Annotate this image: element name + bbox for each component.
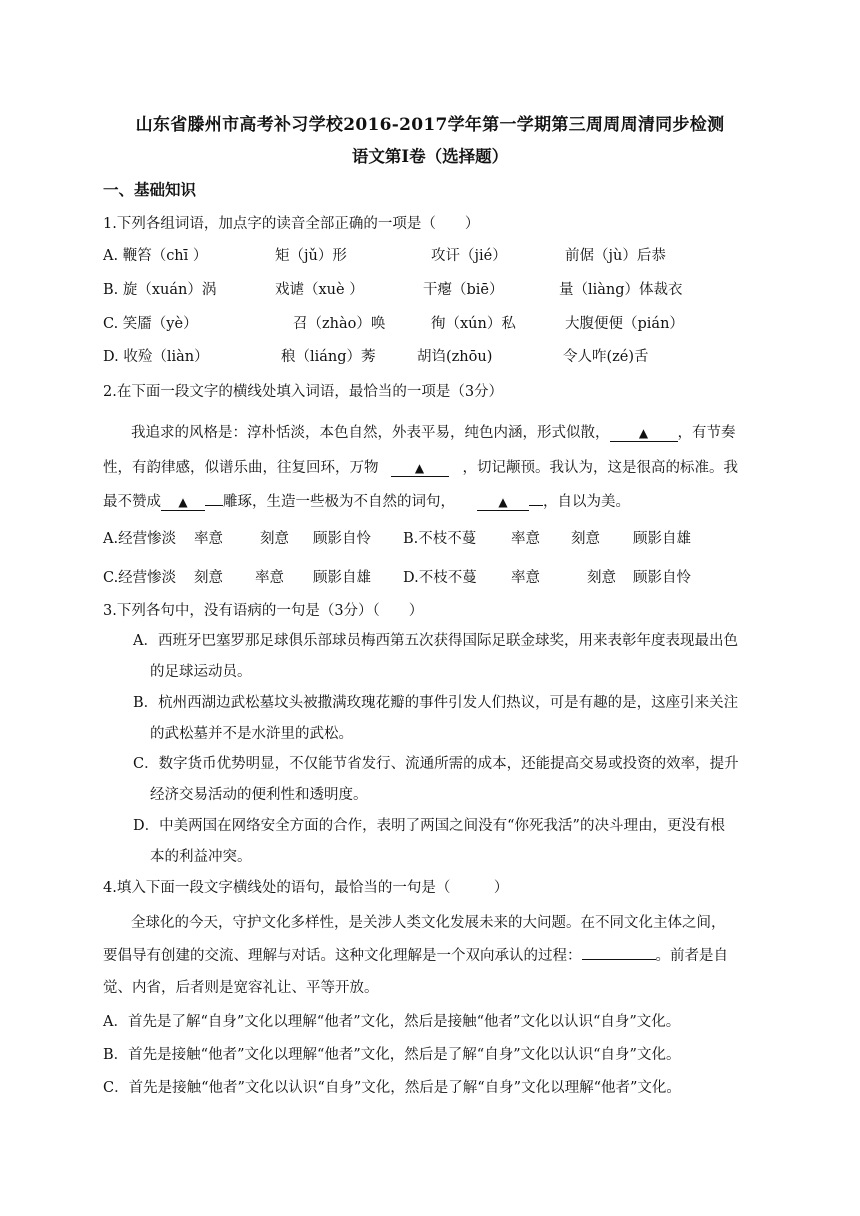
q2-option-row-ab — [103, 527, 763, 549]
q1-b-word-4: 量（liàng）体裁衣 — [559, 282, 683, 298]
q2-c-1: C.经营惨淡 — [103, 570, 177, 586]
q2-a-3: 刻意 — [260, 531, 289, 547]
q1-c-word-4: 大腹便便（pián） — [565, 316, 684, 332]
q2-d-4: 顾影自怜 — [633, 570, 691, 586]
q2-line-1-tail: ，有节奏 — [677, 425, 736, 441]
q2-line-1-text: 我追求的风格是：淳朴恬淡，本色自然，外表平易，纯色内涵，形式似散， — [131, 425, 610, 441]
q2-line-3-mid: 雕琢，生造一些极为不自然的词句， — [223, 494, 455, 510]
q1-b-word-2: 戏谑（xuè ） — [275, 282, 364, 298]
q2-d-2: 率意 — [511, 570, 540, 586]
q2-passage-line-1 — [131, 421, 736, 442]
q4-passage-line-3: 觉、内省，后者则是宽容礼让、平等开放。 — [103, 980, 379, 996]
q1-d-word-3: 胡诌(zhōu) — [417, 349, 493, 365]
q2-blank-4 — [477, 494, 529, 511]
q2-blank-4-mark: ▲ — [498, 495, 508, 509]
q2-a-1: A.经营惨淡 — [103, 531, 177, 547]
q2-passage-line-2 — [103, 456, 738, 477]
q1-option-row-d — [103, 345, 763, 367]
q1-d-word-1: D. 收殓（liàn） — [103, 349, 209, 365]
q3-option-d-line-1: D．中美两国在网络安全方面的合作，表明了两国之间没有“你死我活”的决斗理由，更没有根 — [133, 818, 725, 834]
q2-blank-1 — [610, 425, 678, 442]
q1-c-word-3: 徇（xún）私 — [431, 316, 516, 332]
q2-passage-line-3 — [103, 490, 630, 511]
q2-blank-2 — [391, 460, 449, 477]
q1-a-word-1: A. 鞭笞（chī ） — [103, 248, 208, 264]
q1-a-word-2: 矩（jǔ）形 — [275, 248, 347, 264]
q1-option-row-c — [103, 312, 763, 334]
q1-c-word-1: C. 笑靥（yè） — [103, 316, 198, 332]
q2-c-2: 刻意 — [194, 570, 223, 586]
q3-option-b-line-2: 的武松墓并不是水浒里的武松。 — [150, 726, 353, 742]
q2-a-2: 率意 — [194, 531, 223, 547]
q1-c-word-2: 召（zhào）唤 — [293, 316, 386, 332]
q4-option-a: A．首先是了解“自身”文化以理解“他者”文化，然后是接触“他者”文化以认识“自身”文化。 — [103, 1014, 681, 1030]
question-2-stem: 2.在下面一段文字的横线处填入词语，最恰当的一项是（3分） — [103, 384, 504, 400]
q3-option-b-line-1: B．杭州西湖边武松墓坟头被撒满玫瑰花瓣的事件引发人们热议，可是有趣的是，这座引来关注 — [133, 695, 739, 711]
q2-a-4: 顾影自怜 — [313, 531, 371, 547]
q2-line-3-text: 最不赞成 — [103, 494, 161, 510]
q2-blank-1-mark: ▲ — [638, 426, 649, 440]
q2-b-2: 率意 — [511, 531, 540, 547]
q3-option-a-line-2: 的足球运动员。 — [150, 664, 252, 680]
q4-option-c: C．首先是接触“他者”文化以认识“自身”文化，然后是了解“自身”文化以理解“他者”文化。 — [103, 1080, 681, 1096]
q2-option-row-cd — [103, 566, 763, 588]
q2-b-3: 刻意 — [571, 531, 600, 547]
q4-line-2-tail: 。前者是自 — [655, 948, 728, 964]
q2-line-3-tail: ，自以为美。 — [543, 494, 630, 510]
q2-line-2-text: 性，有韵律感，似谱乐曲，往复回环，万物 — [103, 460, 379, 476]
q2-blank-3 — [161, 494, 205, 511]
q1-a-word-3: 攻讦（jié） — [431, 248, 507, 264]
q4-option-b: B．首先是接触“他者”文化以理解“他者”文化，然后是了解“自身”文化以认识“自身”文化。 — [103, 1047, 681, 1063]
q4-passage-line-1: 全球化的今天，守护文化多样性，是关涉人类文化发展未来的大问题。在不同文化主体之间， — [131, 915, 726, 931]
section-heading: 一、基础知识 — [103, 180, 197, 199]
q1-option-row-b — [103, 278, 763, 300]
q2-line-2-tail: ，切记颟顸。我认为，这是很高的标准。我 — [462, 460, 738, 476]
q2-blank-2-mark: ▲ — [414, 461, 425, 475]
q1-d-word-4: 令人咋(zé)舌 — [563, 349, 649, 365]
q3-option-a-line-1: A．西班牙巴塞罗那足球俱乐部球员梅西第五次获得国际足联金球奖，用来表彰年度表现最出色 — [133, 633, 738, 649]
question-3-stem: 3.下列各句中，没有语病的一句是（3分）（ ） — [103, 603, 424, 619]
q3-option-d-line-2: 本的利益冲突。 — [150, 849, 252, 865]
page-title: 山东省滕州市高考补习学校2016-2017学年第一学期第三周周周清同步检测 — [135, 115, 725, 135]
q2-blank-3-mark: ▲ — [178, 495, 188, 509]
q1-b-word-3: 干瘪（biē） — [423, 282, 504, 298]
question-4-stem: 4.填入下面一段文字横线处的语句，最恰当的一句是（ ） — [103, 880, 509, 896]
q2-b-4: 顾影自雄 — [633, 531, 691, 547]
q1-b-word-1: B. 旋（xuán）涡 — [103, 282, 217, 298]
q3-option-c-line-2: 经济交易活动的便利性和透明度。 — [150, 787, 368, 803]
q4-passage-line-2 — [103, 944, 728, 965]
q2-d-1: D.不枝不蔓 — [403, 570, 477, 586]
q2-c-4: 顾影自雄 — [313, 570, 371, 586]
q4-blank — [582, 959, 656, 960]
q1-a-word-4: 前倨（jù）后恭 — [565, 248, 666, 264]
q2-c-3: 率意 — [255, 570, 284, 586]
page-subtitle: 语文第Ⅰ卷（选择题） — [351, 147, 509, 166]
q2-b-1: B.不枝不蔓 — [403, 531, 477, 547]
q2-d-3: 刻意 — [587, 570, 616, 586]
question-1-stem: 1.下列各组词语，加点字的读音全部正确的一项是（ ） — [103, 216, 480, 232]
q3-option-c-line-1: C．数字货币优势明显，不仅能节省发行、流通所需的成本，还能提高交易或投资的效率，提升 — [133, 756, 739, 772]
q1-d-word-2: 稂（liáng）莠 — [281, 349, 376, 365]
q1-option-row-a — [103, 244, 763, 266]
q4-line-2-text: 要倡导有创建的交流、理解与对话。这种文化理解是一个双向承认的过程： — [103, 948, 582, 964]
